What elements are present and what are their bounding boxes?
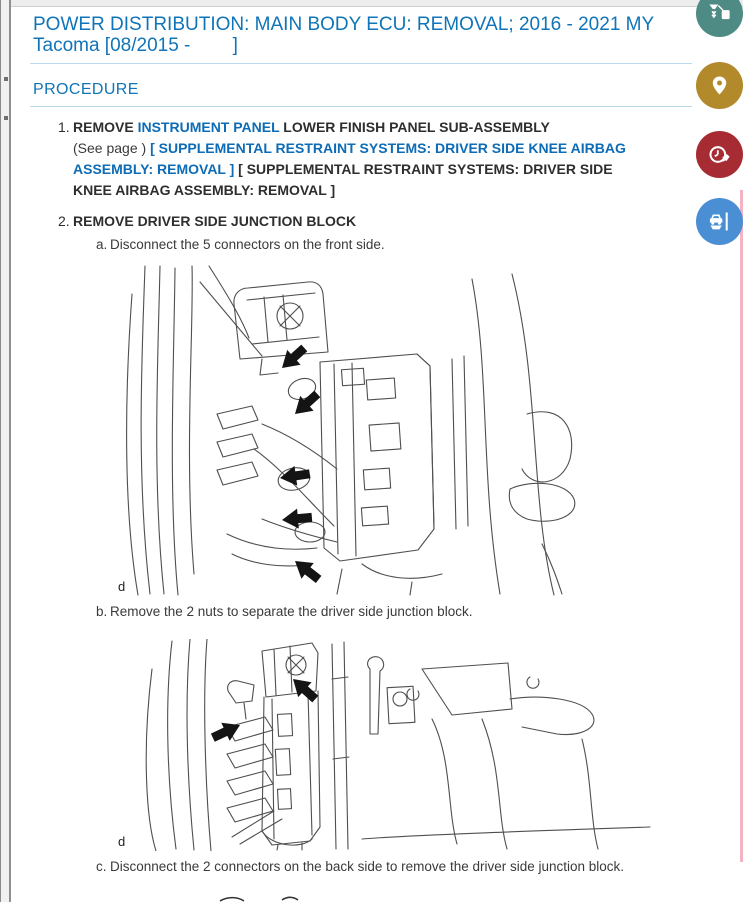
vehicle-lift-icon: [706, 208, 733, 235]
substep-letter: a.: [96, 237, 108, 252]
substep-b-text: Remove the 2 nuts to separate the driver side junction block.: [110, 604, 473, 619]
fluid-funnel-icon: [706, 0, 733, 27]
step-1-text: LOWER FINISH PANEL SUB-ASSEMBLY: [279, 119, 550, 135]
step-number: 1.: [58, 119, 70, 135]
srs-removal-link[interactable]: [ SUPPLEMENTAL RESTRAINT SYSTEMS: DRIVER SIDE KNEE AIRBAG ASSEMBLY: REMOVAL ]: [73, 140, 626, 177]
step-2-title: REMOVE DRIVER SIDE JUNCTION BLOCK: [73, 213, 357, 229]
junction-block-front-illustration: [112, 264, 642, 596]
document-body: [30, 14, 692, 876]
junction-block-back-illustration: [112, 639, 652, 851]
diagnostics-fab-button[interactable]: [696, 131, 743, 178]
substep-b: [96, 602, 692, 621]
step-2: [58, 211, 692, 232]
splitter-grip: [4, 116, 8, 120]
splitter-grip: [4, 77, 8, 81]
next-figure-edge: [218, 893, 308, 902]
step-1-text: REMOVE: [73, 119, 138, 135]
substep-c: [96, 857, 692, 876]
gauge-wrench-icon: [706, 141, 733, 168]
location-pin-icon: [706, 72, 733, 99]
figure-front-side-diagram: [112, 264, 642, 596]
substep-a: [96, 235, 692, 254]
substep-a-text: Disconnect the 5 connectors on the front side.: [110, 237, 385, 252]
figure-corner-label: d: [118, 834, 126, 849]
instrument-panel-link[interactable]: INSTRUMENT PANEL: [137, 119, 280, 135]
substep-letter: b.: [96, 604, 108, 619]
step-1: [58, 117, 692, 201]
figure-back-side-diagram: [112, 639, 652, 851]
figure-corner-label: d: [118, 579, 126, 594]
step-number: 2.: [58, 213, 70, 229]
substep-c-text: Disconnect the 2 connectors on the back side to remove the driver side junction block.: [110, 859, 625, 874]
window-top-edge: [0, 0, 743, 7]
substep-letter: c.: [96, 859, 107, 874]
location-fab-button[interactable]: [696, 62, 743, 109]
procedure-heading: PROCEDURE: [30, 80, 692, 107]
vehicle-lift-fab-button[interactable]: [696, 198, 743, 245]
fluids-fab-button[interactable]: [696, 0, 743, 37]
page-title: POWER DISTRIBUTION: MAIN BODY ECU: REMOVAL; 2016 - 2021 MY Tacoma [08/2015 - ]: [30, 14, 692, 64]
see-page-text: (See page ): [73, 140, 151, 156]
srs-removal-text: [ SUPPLEMENTAL RESTRAINT SYSTEMS: DRIVER SIDE KNEE AIRBAG ASSEMBLY: REMOVAL ]: [73, 161, 613, 198]
left-pane-splitter[interactable]: [0, 0, 11, 902]
